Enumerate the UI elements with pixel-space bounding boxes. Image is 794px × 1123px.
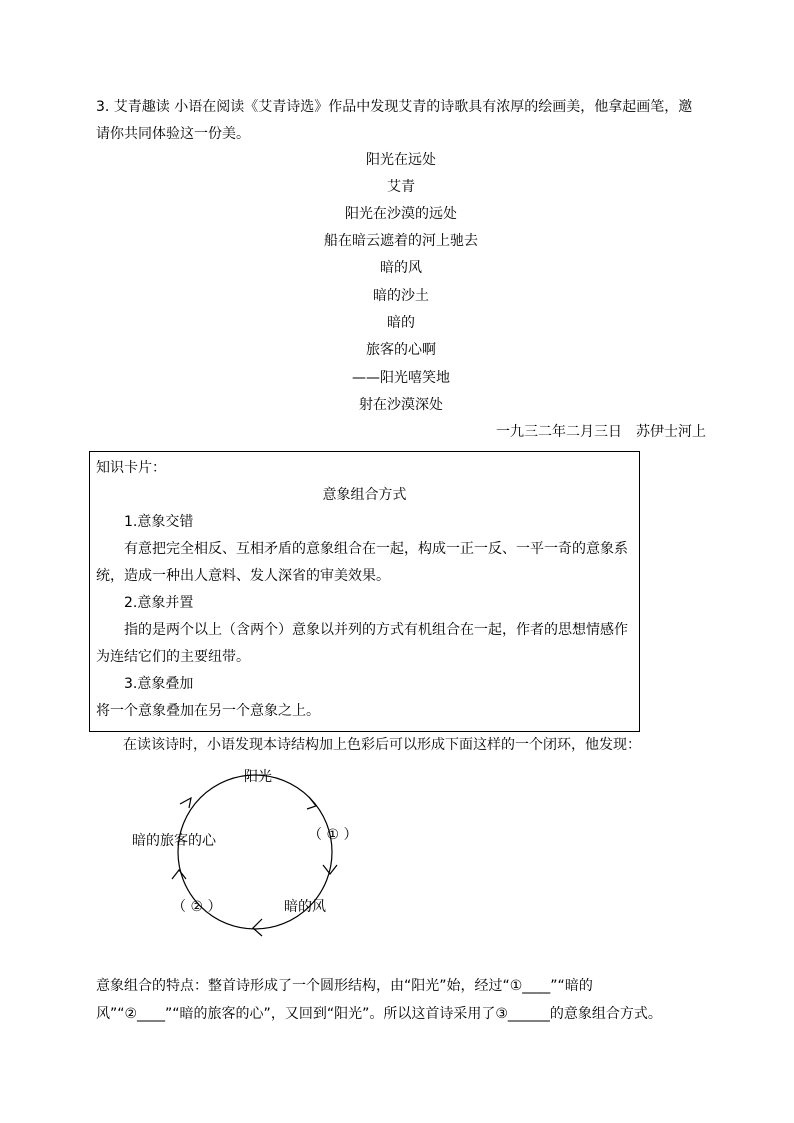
poem-line: 射在沙漠深处 — [359, 397, 443, 413]
diagram-blank-1: （ ① ） — [308, 827, 358, 843]
card-item2-text-cont: 为连结它们的主要纽带。 — [96, 649, 250, 665]
card-item1-title: 1.意象交错 — [124, 514, 194, 530]
card-item3-text: 将一个意象叠加在另一个意象之上。 — [96, 703, 320, 719]
diagram-blank-2: （ ② ） — [172, 899, 222, 915]
conclusion — [96, 972, 706, 1028]
diagram-label-bottom: 暗的风 — [284, 899, 326, 915]
poem-line: 暗的沙土 — [373, 288, 429, 304]
conclusion-line-2: 风”“②____”“暗的旅客的心”，又回到“阳光”。所以这首诗采用了③______的意象组合方式。 — [96, 1006, 662, 1022]
poem — [96, 150, 706, 440]
card-item1-text-cont: 统，造成一种出人意料、发人深省的审美效果。 — [96, 568, 390, 584]
poem-line: 暗的风 — [380, 260, 422, 276]
poem-line: ——阳光嘻笑地 — [352, 370, 450, 386]
poem-line: 旅客的心啊 — [366, 342, 436, 358]
card-heading: 意象组合方式 — [322, 487, 407, 503]
cycle-circle — [110, 762, 410, 952]
cycle-diagram — [110, 762, 410, 952]
question-intro: 3. 艾青趣读 小语在阅读《艾青诗选》作品中发现艾青的诗歌具有浓厚的绘画美，他拿起画笔，邀请你共同体验这一份美。 — [96, 99, 693, 142]
poem-line: 暗的 — [387, 315, 415, 331]
arrow-top-left — [180, 798, 191, 808]
card-item1-text: 有意把完全相反、互相矛盾的意象组合在一起，构成一正一反、一平一奇的意象系 — [124, 541, 628, 557]
poem-line: 船在暗云遮着的河上驰去 — [324, 233, 478, 249]
arrow-bottom — [253, 919, 262, 936]
knowledge-card — [89, 451, 640, 732]
diagram-label-left: 暗的旅客的心 — [132, 833, 216, 849]
poem-date-place: 一九三二年二月三日 苏伊士河上 — [496, 424, 706, 440]
conclusion-line-1: 意象组合的特点：整首诗形成了一个圆形结构，由“阳光”始，经过“①____”“暗的 — [96, 978, 593, 994]
diagram-label-top: 阳光 — [244, 769, 272, 785]
card-item2-title: 2.意象并置 — [124, 595, 194, 611]
after-card-text: 在读该诗时，小语发现本诗结构加上色彩后可以形成下面这样的一个闭环，他发现： — [123, 737, 641, 753]
poem-title: 阳光在远处 — [366, 152, 436, 168]
arrow-left — [172, 870, 186, 879]
card-item2-text: 指的是两个以上（含两个）意象以并列的方式有机组合在一起，作者的思想情感作 — [124, 622, 628, 638]
card-label: 知识卡片： — [96, 460, 166, 476]
poem-author: 艾青 — [387, 179, 415, 195]
poem-line: 阳光在沙漠的远处 — [345, 206, 457, 222]
card-item3-title: 3.意象叠加 — [124, 676, 194, 692]
